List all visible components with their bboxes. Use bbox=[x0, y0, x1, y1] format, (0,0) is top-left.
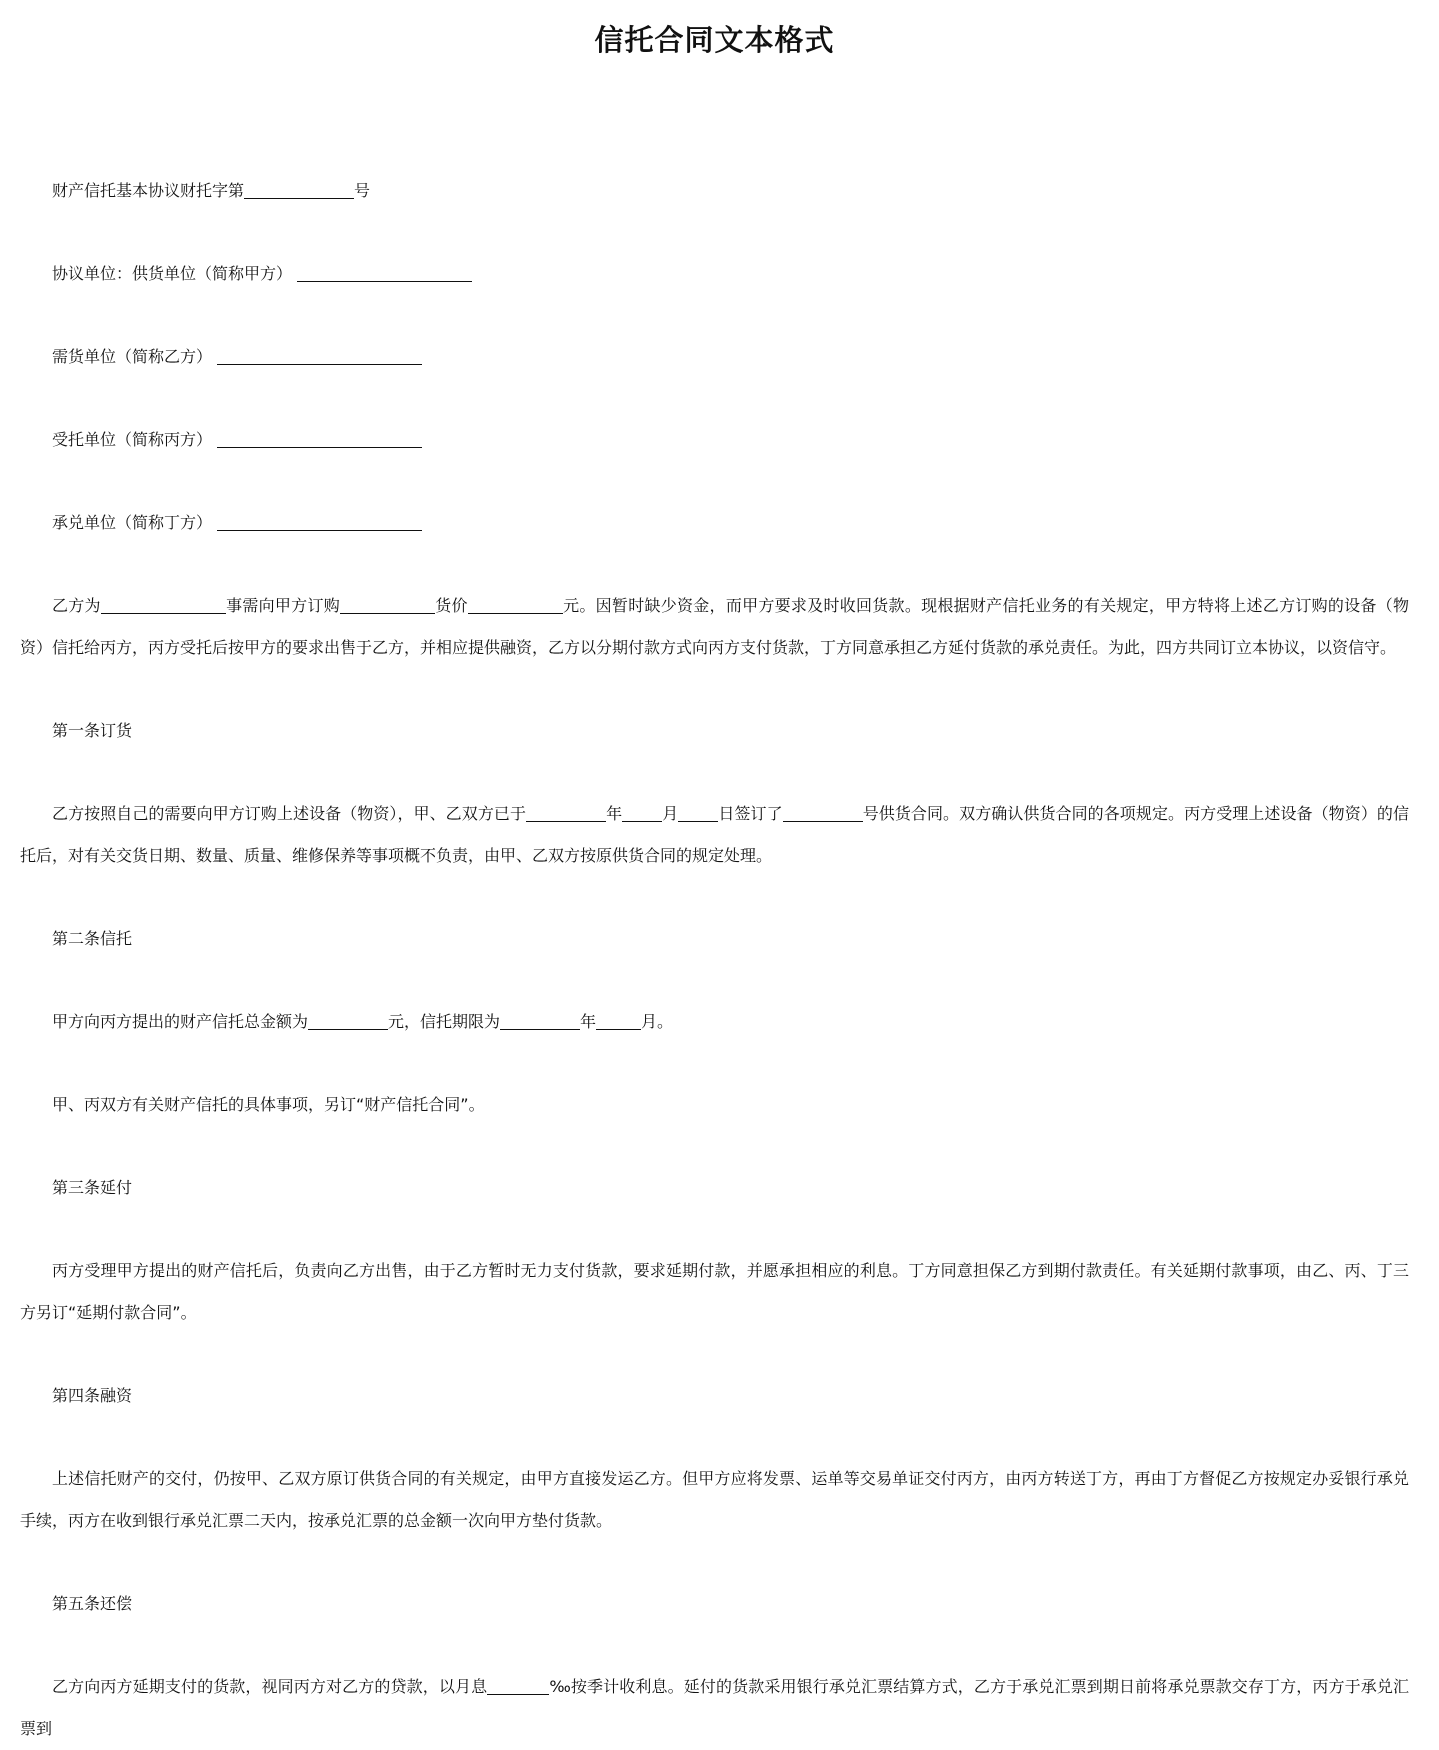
intro-text-2: 事需向甲方订购 bbox=[225, 596, 341, 615]
article-2-amount-blank[interactable] bbox=[308, 1011, 388, 1030]
article-1-year-blank[interactable] bbox=[526, 803, 606, 822]
intro-text-1: 乙方为 bbox=[52, 596, 101, 615]
article-5-heading: 第五条还偿 bbox=[52, 1594, 133, 1613]
article-4-heading: 第四条融资 bbox=[52, 1386, 133, 1405]
article-1-heading: 第一条订货 bbox=[52, 721, 133, 740]
intro-purpose-blank[interactable] bbox=[101, 595, 226, 614]
article-1-day-blank[interactable] bbox=[678, 803, 718, 822]
article-1-contract-no-blank[interactable] bbox=[783, 803, 863, 822]
article-5-text-1: 乙方向丙方延期支付的货款，视同丙方对乙方的贷款，以月息 bbox=[52, 1677, 488, 1696]
article-2-year-label: 年 bbox=[580, 1012, 597, 1031]
article-2-heading: 第二条信托 bbox=[52, 929, 133, 948]
party-d-line bbox=[20, 502, 1409, 544]
intro-text-4: 元。因暂时缺少资金，而甲方要求及时收回货款。现根据财产信托业务的有关规定，甲方特将上述乙方订购的设备（物资）信托给丙方，丙方受托后按甲方的要求出售于乙方，并相应提供融资，乙方以分期付款方式向丙方支付货款，丁方同意承担乙方延付货款的承兑责任。为此，四方共同订立本协议，以资信守。 bbox=[20, 596, 1409, 657]
article-1-text-2: 号供货合同。双方确认供货合同的各项规定。丙方受理上述设备（物资）的信托后，对有关交货日期、数量、质量、维修保养等事项概不负责，由甲、乙双方按原供货合同的规定处理。 bbox=[20, 804, 1409, 865]
party-c-label: 受托单位（简称丙方） bbox=[52, 430, 213, 449]
article-2-month-blank[interactable] bbox=[596, 1011, 641, 1030]
intro-price-blank[interactable] bbox=[468, 595, 563, 614]
agreement-number-line bbox=[20, 170, 1409, 212]
party-b-blank[interactable] bbox=[217, 346, 422, 365]
intro-goods-blank[interactable] bbox=[340, 595, 435, 614]
intro-paragraph bbox=[20, 585, 1409, 669]
article-2-year-blank[interactable] bbox=[500, 1011, 580, 1030]
article-1-text-1: 乙方按照自己的需要向甲方订购上述设备（物资），甲、乙双方已于 bbox=[52, 804, 527, 823]
article-2-month-label: 月。 bbox=[641, 1012, 674, 1031]
party-a-line bbox=[20, 253, 1409, 295]
party-a-label: 协议单位：供货单位（简称甲方） bbox=[52, 264, 293, 283]
article-1-month-blank[interactable] bbox=[622, 803, 662, 822]
party-d-blank[interactable] bbox=[217, 512, 422, 531]
article-3-heading: 第三条延付 bbox=[52, 1178, 133, 1197]
article-5-paragraph bbox=[20, 1666, 1409, 1750]
agreement-number-blank[interactable] bbox=[244, 180, 354, 199]
party-b-line bbox=[20, 336, 1409, 378]
article-2-text-1: 甲方向丙方提出的财产信托总金额为 bbox=[52, 1012, 309, 1031]
document-body bbox=[20, 170, 1409, 1750]
article-1-month-label: 月 bbox=[662, 804, 679, 823]
agreement-number-prefix: 财产信托基本协议财托字第 bbox=[52, 181, 245, 200]
article-1-paragraph bbox=[20, 793, 1409, 877]
article-3-paragraph: 丙方受理甲方提出的财产信托后，负责向乙方出售，由于乙方暂时无力支付货款，要求延期付款，并愿承担相应的利息。丁方同意担保乙方到期付款责任。有关延期付款事项，由乙、丙、丁三方另订“延期付款合同”。 bbox=[20, 1261, 1409, 1322]
party-d-label: 承兑单位（简称丁方） bbox=[52, 513, 213, 532]
party-b-label: 需货单位（简称乙方） bbox=[52, 347, 213, 366]
article-2-paragraph-1 bbox=[20, 1001, 1409, 1043]
party-a-blank[interactable] bbox=[297, 263, 472, 282]
document-title: 信托合同文本格式 bbox=[594, 23, 835, 57]
article-5-interest-blank[interactable] bbox=[487, 1676, 549, 1695]
article-1-year-label: 年 bbox=[606, 804, 623, 823]
article-5-text-2: ‰按季计收利息。延付的货款采用银行承兑汇票结算方式，乙方于承兑汇票到期日前将承兑票款交存丁方，丙方于承兑汇票到 bbox=[20, 1677, 1409, 1738]
article-4-paragraph: 上述信托财产的交付，仍按甲、乙双方原订供货合同的有关规定，由甲方直接发运乙方。但甲方应将发票、运单等交易单证交付丙方，由丙方转送丁方，再由丁方督促乙方按规定办妥银行承兑手续，丙方在收到银行承兑汇票二天内，按承兑汇票的总金额一次向甲方垫付货款。 bbox=[20, 1469, 1409, 1530]
article-2-paragraph-2: 甲、丙双方有关财产信托的具体事项，另订“财产信托合同”。 bbox=[52, 1095, 485, 1114]
article-2-text-2: 元，信托期限为 bbox=[388, 1012, 501, 1031]
intro-text-3: 货价 bbox=[435, 596, 468, 615]
agreement-number-suffix: 号 bbox=[354, 181, 371, 200]
party-c-blank[interactable] bbox=[217, 429, 422, 448]
party-c-line bbox=[20, 419, 1409, 461]
article-1-day-label: 日签订了 bbox=[718, 804, 783, 823]
